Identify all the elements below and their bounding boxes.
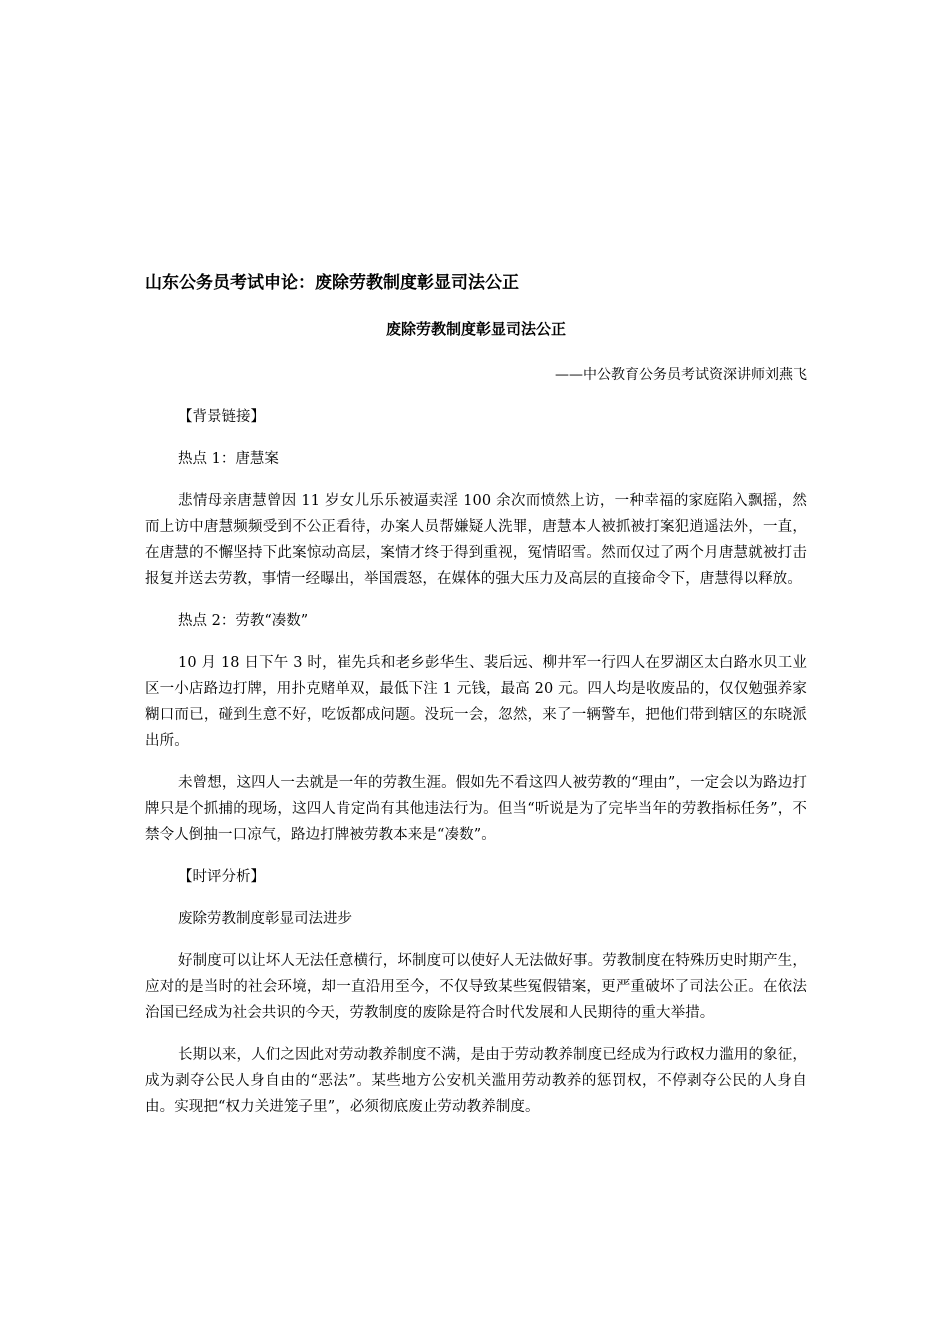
body-paragraph: 10 月 18 日下午 3 时，崔先兵和老乡彭华生、裴后远、柳井军一行四人在罗湖区太白路水贝工业区一小店路边打牌，用扑克赌单双，最低下注 1 元钱，最高 20 元。四人均是收废品的，仅仅勉强养家糊口而已，碰到生意不好，吃饭都成问题。没玩一会，忽然，来了一辆警车，把他们带到辖区的东晓派出所。 (145, 655, 807, 749)
section-heading-analysis: 【时评分析】 (178, 869, 265, 885)
body-paragraph: 未曾想，这四人一去就是一年的劳教生涯。假如先不看这四人被劳教的“理由”，一定会以为路边打牌只是个抓捕的现场，这四人肯定尚有其他违法行为。但当“听说是为了完毕当年的劳教指标任务”，不禁令人倒抽一口凉气，路边打牌被劳教本来是“凑数”。 (145, 775, 807, 843)
article-subtitle: 废除劳教制度彰显司法公正 (385, 320, 566, 338)
section-heading-background: 【背景链接】 (178, 409, 265, 425)
author-byline: ——中公教育公务员考试资深讲师刘燕飞 (555, 367, 807, 383)
body-paragraph: 悲情母亲唐慧曾因 11 岁女儿乐乐被逼卖淫 100 余次而愤然上访，一种幸福的家庭陷入飘摇，然而上访中唐慧频频受到不公正看待，办案人员帮嫌疑人洗罪，唐慧本人被抓被打案犯逍遥法外，一直，在唐慧的不懈坚持下此案惊动高层，案情才终于得到重视，冤情昭雪。然而仅过了两个月唐慧就被打击报复并送去劳教，事情一经曝出，举国震怒，在媒体的强大压力及高层的直接命令下，唐慧得以释放。 (145, 493, 807, 587)
hotspot-heading-2: 热点 2：劳教“凑数” (178, 613, 309, 629)
document-title: 山东公务员考试申论：废除劳教制度彰显司法公正 (145, 273, 519, 293)
body-paragraph: 好制度可以让坏人无法任意横行，坏制度可以使好人无法做好事。劳教制度在特殊历史时期产生，应对的是当时的社会环境，却一直沿用至今，不仅导致某些冤假错案，更严重破坏了司法公正。在依法治国已经成为社会共识的今天，劳教制度的废除是符合时代发展和人民期待的重大举措。 (145, 953, 807, 1021)
body-paragraph: 长期以来，人们之因此对劳动教养制度不满，是由于劳动教养制度已经成为行政权力滥用的象征，成为剥夺公民人身自由的“恶法”。某些地方公安机关滥用劳动教养的惩罚权，不停剥夺公民的人身自由。实现把“权力关进笼子里”，必须彻底废止劳动教养制度。 (145, 1047, 807, 1115)
analysis-heading: 废除劳教制度彰显司法进步 (178, 911, 352, 927)
hotspot-heading-1: 热点 1：唐慧案 (178, 451, 279, 467)
document-page (145, 270, 807, 1136)
